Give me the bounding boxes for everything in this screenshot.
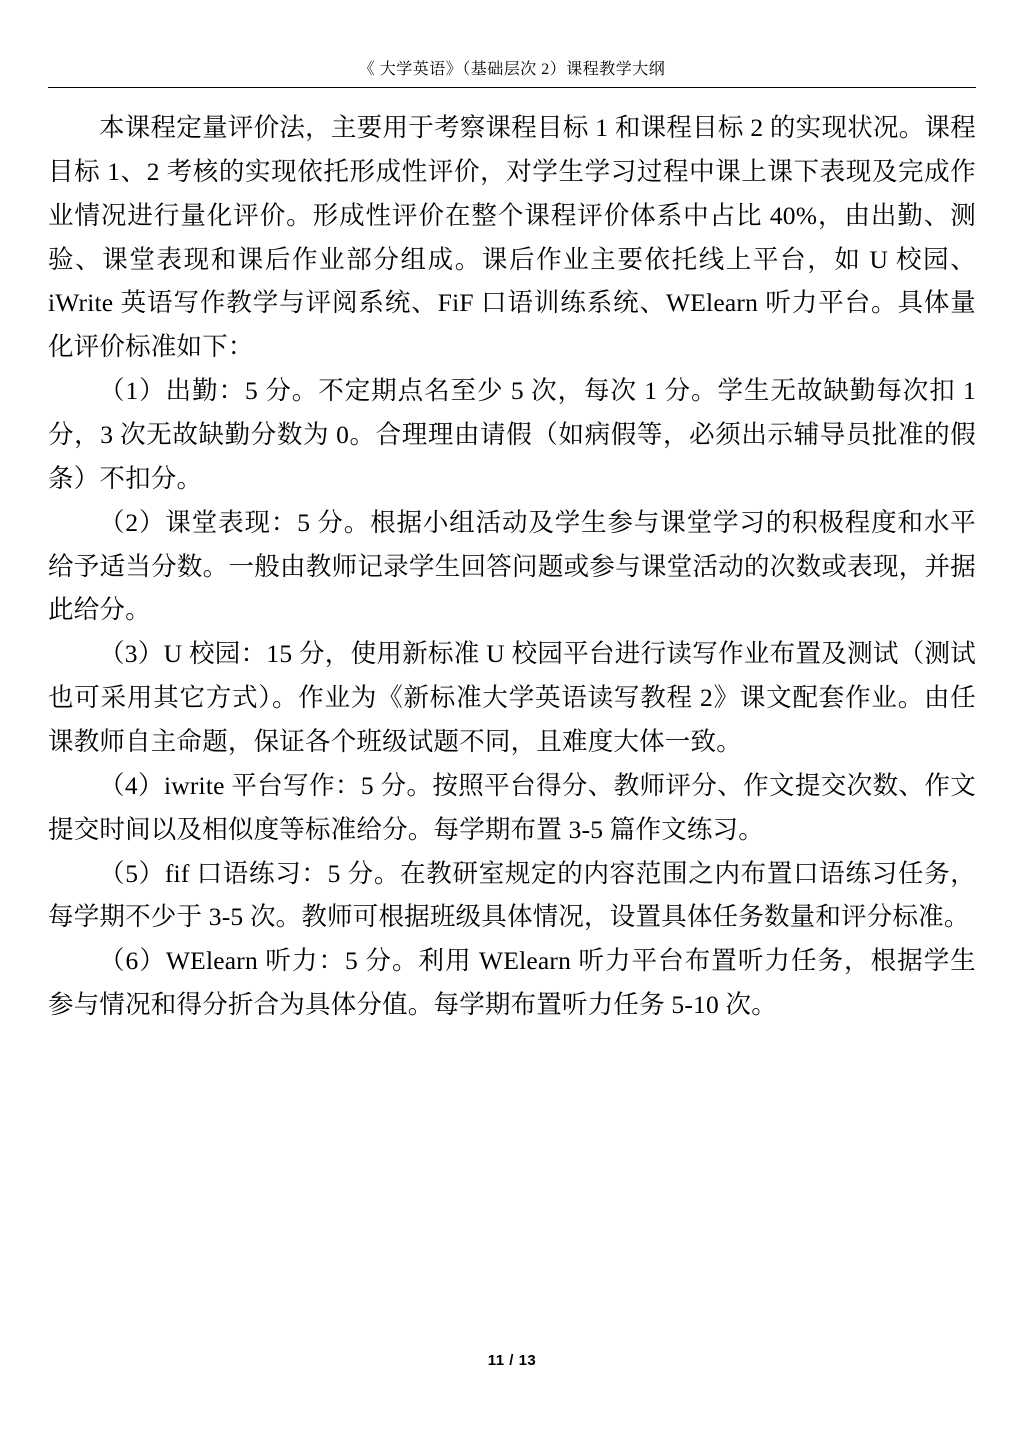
paragraph-item-4: （4）iwrite 平台写作：5 分。按照平台得分、教师评分、作文提交次数、作文提交时间以及相似度等标准给分。每学期布置 3-5 篇作文练习。: [48, 770, 976, 844]
paragraph-item-5: （5）fif 口语练习：5 分。在教研室规定的内容范围之内布置口语练习任务，每学期不少于 3-5 次。教师可根据班级具体情况，设置具体任务数量和评分标准。: [48, 858, 976, 932]
paragraph-item-2: （2）课堂表现：5 分。根据小组活动及学生参与课堂学习的积极程度和水平给予适当分数。一般由教师记录学生回答问题或参与课堂活动的次数或表现，并据此给分。: [48, 507, 976, 625]
paragraph-item-6: （6）WElearn 听力：5 分。利用 WElearn 听力平台布置听力任务，根据学生参与情况和得分折合为具体分值。每学期布置听力任务 5-10 次。: [48, 946, 976, 1020]
paragraph-item-3: （3）U 校园：15 分，使用新标准 U 校园平台进行读写作业布置及测试（测试也可采用其它方式）。作业为《新标准大学英语读写教程 2》课文配套作业。由任课教师自主命题，保证各个班级试题不同，且难度大体一致。: [48, 639, 976, 757]
header-divider: [48, 87, 976, 88]
page-number: 11 / 13: [487, 1352, 537, 1369]
document-body: [48, 106, 976, 1027]
paragraph-item-1: （1）出勤：5 分。不定期点名至少 5 次，每次 1 分。学生无故缺勤每次扣 1 分，3 次无故缺勤分数为 0。合理理由请假（如病假等，必须出示辅导员批准的假条）不扣分。: [48, 376, 976, 493]
paragraph-intro: 本课程定量评价法，主要用于考察课程目标 1 和课程目标 2 的实现状况。课程目标 1、2 考核的实现依托形成性评价，对学生学习过程中课上课下表现及完成作业情况进行量化评价。形成性评价在整个课程评价体系中占比 40%，由出勤、测验、课堂表现和课后作业部分组成。课后作业主要依托线上平台，如 U 校园、iWrite 英语写作教学与评阅系统、FiF 口语训练系统、WElearn 听力平台。具体量化评价标准如下：: [48, 113, 976, 362]
page-header: 《 大学英语》（基础层次 2）课程教学大纲: [358, 61, 666, 78]
